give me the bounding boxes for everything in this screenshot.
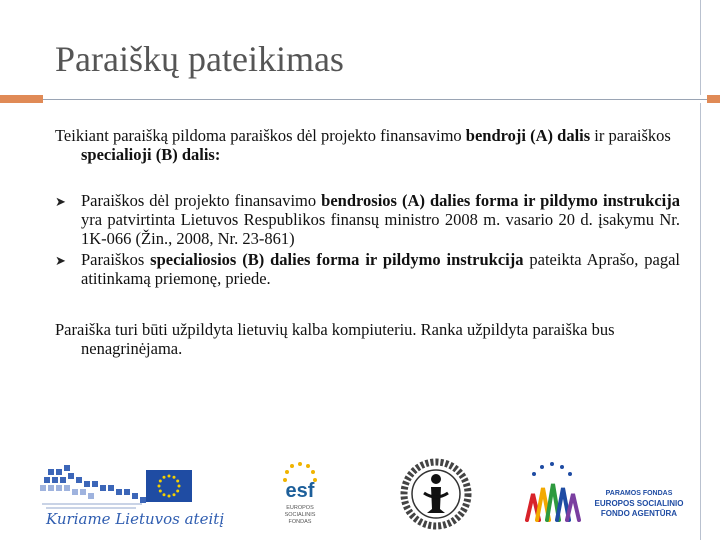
intro-paragraph: Teikiant paraišką pildoma paraiškos dėl projekto finansavimo bendroji (A) dalis ir paraiškos specialioji (B) dalis:	[55, 126, 671, 164]
slide-body	[55, 126, 680, 358]
bullet-arrow-icon: ➤	[55, 194, 66, 209]
list-item: ➤ Paraiškos specialiosios (B) dalies forma ir pildymo instrukcija pateikta Aprašo, pagal atitinkamą priemonę, priede.	[55, 250, 681, 288]
list-item: ➤ Paraiškos dėl projekto finansavimo bendrosios (A) dalies forma ir pildymo instrukcija yra patvirtinta Lietuvos Respublikos finansų ministro 2008 m. vasario 20 d. įsakymu Nr. 1K-066 (Žin., 2008, Nr. 23-861)	[55, 191, 680, 248]
bullet-arrow-icon: ➤	[55, 253, 66, 268]
fund-agency-text	[589, 489, 689, 519]
equal-opportunity-logo	[400, 457, 472, 531]
esf-caption-line-2: SOCIALINIS	[284, 512, 316, 518]
slide-title: Paraiškų pateikimas	[55, 39, 344, 79]
fund-agency-line-1: PARAMOS FONDAS	[605, 490, 673, 497]
eu-flag-icon	[146, 470, 192, 502]
esf-logo	[275, 459, 325, 529]
closing-paragraph: Paraiška turi būti užpildyta lietuvių kalba kompiuteriu. Ranka užpildyta paraiška bus nenagrinėjama.	[55, 320, 615, 358]
esf-caption-line-3: FONDAS	[288, 519, 312, 525]
fund-agency-line-3: FONDO AGENTŪRA	[600, 509, 678, 518]
title-rule-accent-right	[707, 95, 720, 103]
esf-caption-line-1: EUROPOS	[286, 505, 314, 511]
esf-mark-text: esf	[285, 480, 315, 502]
vertical-accent-line-top	[700, 0, 701, 95]
logo-strip	[0, 455, 720, 540]
title-rule-accent-left	[0, 95, 43, 103]
title-rule	[43, 99, 720, 100]
fund-agency-emblem-icon	[517, 458, 587, 528]
slogan-text: Kuriame Lietuvos ateitį	[46, 510, 225, 528]
bullet-list	[55, 191, 680, 288]
fund-agency-line-2: EUROPOS SOCIALINIO	[594, 499, 684, 508]
